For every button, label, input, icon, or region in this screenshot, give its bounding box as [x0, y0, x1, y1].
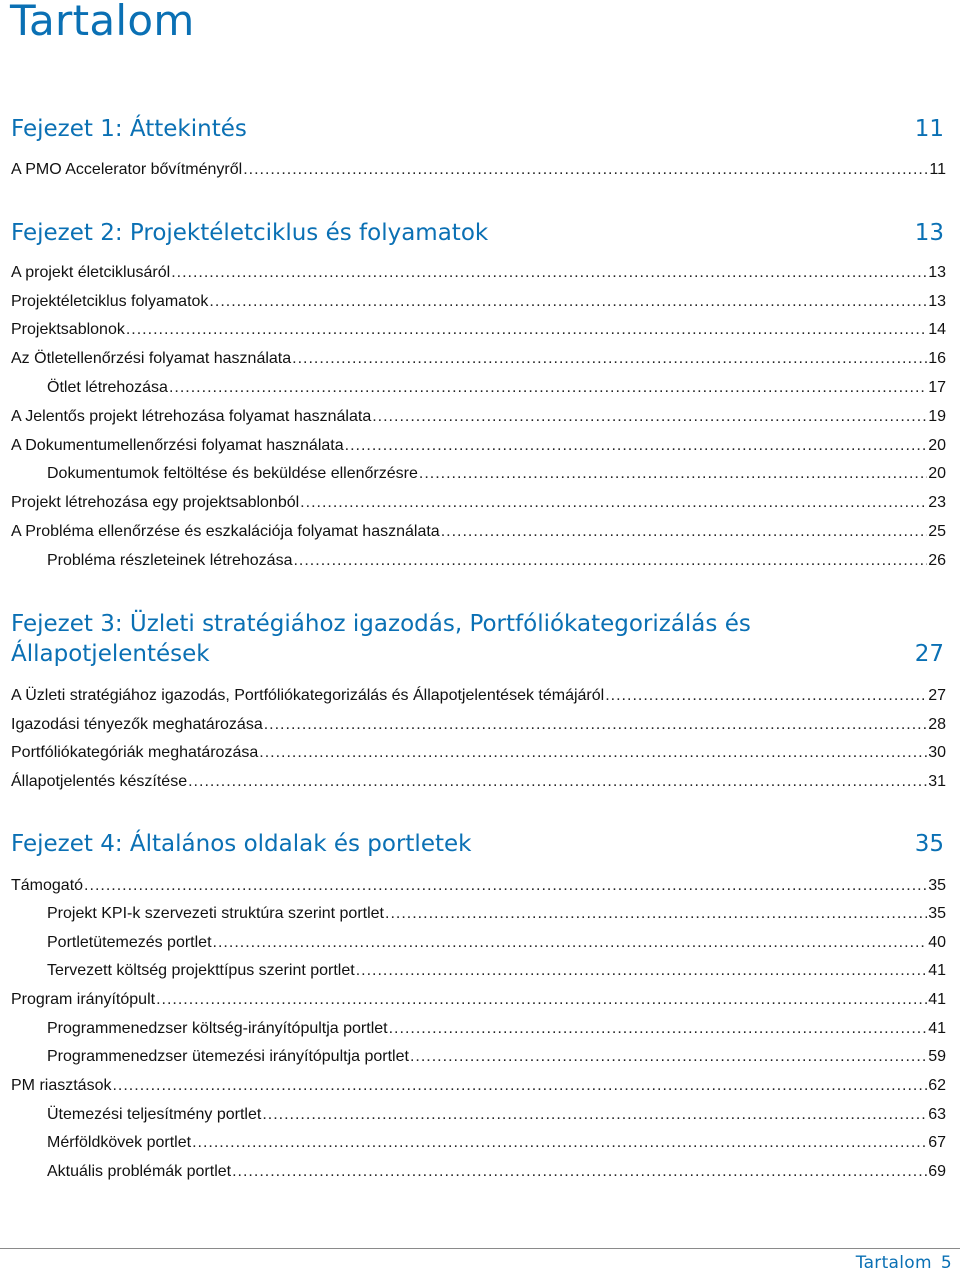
toc-entry-page: 27 [928, 687, 946, 704]
chapter-title: Fejezet 4: Általános oldalak és portletek [11, 831, 472, 857]
toc-subentry[interactable] [47, 1161, 946, 1183]
toc-entry-label: Ütemezési teljesítmény portlet [47, 1106, 262, 1123]
toc-entry-label: A Probléma ellenőrzése és eszkalációja folyamat használata [11, 523, 440, 540]
footer-divider [0, 1248, 960, 1249]
toc-entry-label: Mérföldkövek portlet [47, 1134, 192, 1151]
toc-subentry[interactable] [47, 932, 946, 954]
toc-entry-page: 11 [929, 161, 946, 178]
dot-leader [410, 1046, 927, 1068]
toc-entry-page: 26 [928, 552, 946, 569]
toc-entry-label: Projekt létrehozása egy projektsablonból [11, 494, 300, 511]
toc-entry-label: Probléma részleteinek létrehozása [47, 552, 293, 569]
dot-leader [188, 771, 927, 793]
toc-entry[interactable] [11, 262, 946, 284]
dot-leader [232, 1161, 927, 1183]
dot-leader [372, 406, 927, 428]
dot-leader [243, 159, 928, 181]
toc-entry-label: Dokumentumok feltöltése és beküldése ellenőrzésre [47, 465, 418, 482]
toc-entry-page: 35 [928, 877, 946, 894]
toc-entry-label: A projekt életciklusáról [11, 264, 171, 281]
toc-entry-label: Projektsablonok [11, 321, 125, 338]
toc-entry-page: 41 [928, 991, 946, 1008]
toc-entry-label: Állapotjelentés készítése [11, 773, 188, 790]
chapter-page: 13 [914, 220, 944, 246]
chapter-heading[interactable] [11, 609, 944, 669]
toc-entry-label: Projektéletciklus folyamatok [11, 293, 209, 310]
toc-entry-label: Projekt KPI-k szervezeti struktúra szerint portlet [47, 905, 384, 922]
toc-entry[interactable] [11, 875, 946, 897]
toc-entry-page: 23 [928, 494, 946, 511]
toc-subentry[interactable] [47, 1132, 946, 1154]
dot-leader [264, 714, 927, 736]
dot-leader [419, 463, 927, 485]
toc-entry[interactable] [11, 771, 946, 793]
toc-entry[interactable] [11, 291, 946, 313]
dot-leader [441, 521, 928, 543]
dot-leader [112, 1075, 927, 1097]
toc-entry-label: A Jelentős projekt létrehozása folyamat használata [11, 408, 372, 425]
dot-leader [171, 262, 927, 284]
toc-entry-page: 62 [928, 1077, 946, 1094]
toc-entry-label: Portletütemezés portlet [47, 934, 212, 951]
toc-entry-label: Igazodási tényezők meghatározása [11, 716, 263, 733]
toc-entry-label: Programmenedzser költség-irányítópultja portlet [47, 1020, 388, 1037]
chapter-page: 27 [914, 641, 944, 667]
toc-entry[interactable] [11, 159, 946, 181]
dot-leader [84, 875, 927, 897]
toc-entry-label: Programmenedzser ütemezési irányítópultja portlet [47, 1048, 409, 1065]
toc-entry-page: 31 [928, 773, 946, 790]
dot-leader [213, 932, 928, 954]
dot-leader [300, 492, 927, 514]
dot-leader [209, 291, 927, 313]
toc-entry[interactable] [11, 742, 946, 764]
toc-entry-label: A Dokumentumellenőrzési folyamat használata [11, 437, 344, 454]
dot-leader [605, 685, 927, 707]
toc-subentry[interactable] [47, 377, 946, 399]
toc-entry-page: 69 [928, 1163, 946, 1180]
toc-entry-label: Portfóliókategóriák meghatározása [11, 744, 259, 761]
toc-entry[interactable] [11, 521, 946, 543]
toc-entry-page: 20 [928, 465, 946, 482]
chapter-title: Fejezet 1: Áttekintés [11, 116, 247, 142]
toc-entry[interactable] [11, 319, 946, 341]
toc-entry-page: 63 [928, 1106, 946, 1123]
chapter-title: Fejezet 2: Projektéletciklus és folyamatok [11, 220, 489, 246]
chapter-page: 11 [914, 116, 944, 142]
toc-entry-label: Támogató [11, 877, 84, 894]
dot-leader [385, 903, 927, 925]
dot-leader [262, 1104, 927, 1126]
toc-entry-label: A PMO Accelerator bővítményről [11, 161, 243, 178]
toc-entry[interactable] [11, 348, 946, 370]
toc-entry-page: 13 [928, 264, 946, 281]
toc-entry-page: 59 [928, 1048, 946, 1065]
toc-entry-page: 19 [928, 408, 946, 425]
toc-entry-page: 16 [928, 350, 946, 367]
toc-entry-page: 41 [928, 1020, 946, 1037]
toc-subentry[interactable] [47, 1046, 946, 1068]
dot-leader [169, 377, 927, 399]
toc-entry-page: 35 [928, 905, 946, 922]
toc-entry-label: Aktuális problémák portlet [47, 1163, 232, 1180]
dot-leader [293, 550, 927, 572]
toc-entry-page: 28 [928, 716, 946, 733]
toc-entry[interactable] [11, 989, 946, 1011]
dot-leader [259, 742, 927, 764]
toc-entry-page: 40 [928, 934, 946, 951]
toc-entry-page: 41 [928, 962, 946, 979]
toc-entry-page: 67 [928, 1134, 946, 1151]
toc-subentry[interactable] [47, 550, 946, 572]
dot-leader [389, 1018, 928, 1040]
toc-entry-label: Program irányítópult [11, 991, 156, 1008]
toc-entry[interactable] [11, 406, 946, 428]
chapter-heading[interactable] [11, 114, 944, 144]
toc-subentry[interactable] [47, 1104, 946, 1126]
toc-entry-label: Az Ötletellenőrzési folyamat használata [11, 350, 292, 367]
dot-leader [192, 1132, 927, 1154]
chapter-heading[interactable] [11, 218, 944, 248]
toc-entry[interactable] [11, 685, 946, 707]
dot-leader [356, 960, 928, 982]
footer-label: Tartalom [855, 1253, 932, 1273]
dot-leader [345, 435, 928, 457]
toc-entry[interactable] [11, 1075, 946, 1097]
toc-entry-page: 17 [928, 379, 946, 396]
toc-entry[interactable] [11, 492, 946, 514]
toc-entry-page: 20 [928, 437, 946, 454]
toc-subentry[interactable] [47, 903, 946, 925]
toc-entry-page: 14 [928, 321, 946, 338]
chapter-page: 35 [914, 831, 944, 857]
dot-leader [126, 319, 927, 341]
toc-entry[interactable] [11, 435, 946, 457]
toc-entry-label: Ötlet létrehozása [47, 379, 168, 396]
toc-entry[interactable] [11, 714, 946, 736]
toc-entry-page: 25 [928, 523, 946, 540]
toc-subentry[interactable] [47, 1018, 946, 1040]
toc-entry-label: PM riasztások [11, 1077, 112, 1094]
dot-leader [292, 348, 927, 370]
chapter-title: Fejezet 3: Üzleti stratégiához igazodás, Portfóliókategorizálás és Állapotjelentések [11, 611, 751, 667]
toc-entry-label: Tervezett költség projekttípus szerint portlet [47, 962, 355, 979]
footer-page-number: 5 [940, 1253, 952, 1273]
toc-entry-page: 13 [928, 293, 946, 310]
toc-subentry[interactable] [47, 960, 946, 982]
page-title: Tartalom [10, 0, 195, 45]
toc-entry-label: A Üzleti stratégiához igazodás, Portfóliókategorizálás és Állapotjelentések témájáról [11, 687, 605, 704]
dot-leader [156, 989, 927, 1011]
toc-entry-page: 30 [928, 744, 946, 761]
page-footer [856, 1253, 952, 1273]
toc-subentry[interactable] [47, 463, 946, 485]
chapter-heading[interactable] [11, 829, 944, 859]
